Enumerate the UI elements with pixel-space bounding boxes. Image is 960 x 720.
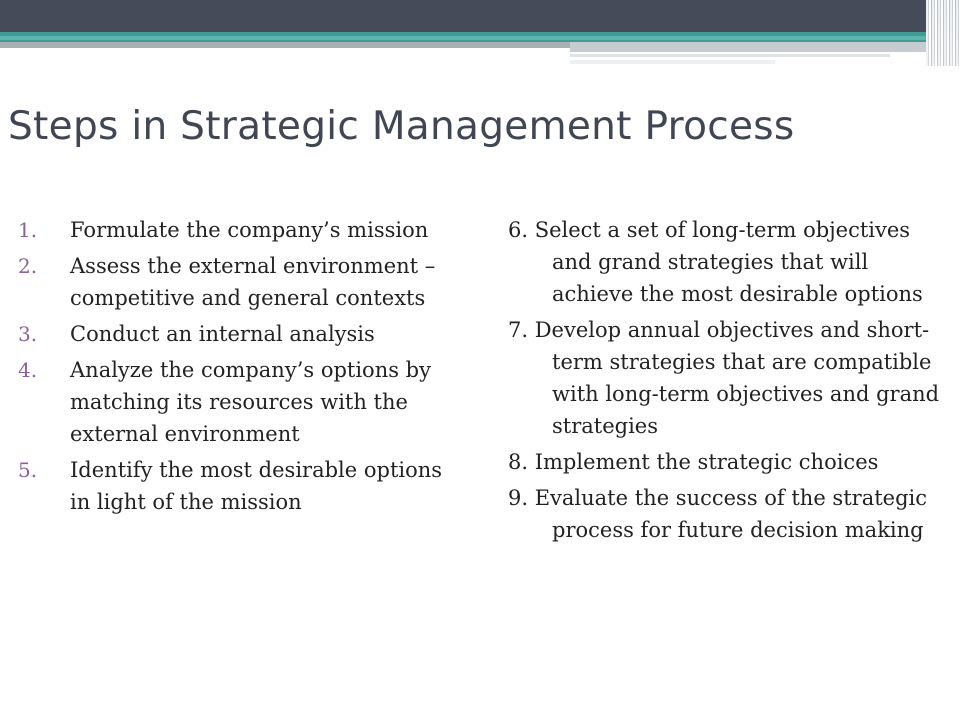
list-item: 6. Select a set of long-term objectives and grand strategies that will achieve the most desirable options — [508, 218, 923, 306]
list-item — [18, 454, 458, 518]
banner-dark-bar — [0, 0, 960, 32]
list-item — [18, 354, 458, 450]
list-item — [18, 250, 458, 314]
list-item: 7. Develop annual objectives and short-term strategies that are compatible with long-term objectives and grand strategies — [508, 318, 940, 438]
list-number: 4. — [18, 358, 38, 382]
list-number: 5. — [18, 458, 38, 482]
list-text: Conduct an internal analysis — [70, 322, 375, 346]
slide-title: Steps in Strategic Management Process — [8, 104, 795, 149]
list-text: Assess the external environment – competitive and general contexts — [70, 254, 436, 310]
list-text: Identify the most desirable options in light of the mission — [70, 458, 443, 514]
list-number: 2. — [18, 254, 38, 278]
right-steps-list — [508, 214, 940, 550]
list-number: 1. — [18, 218, 38, 242]
list-item: 8. Implement the strategic choices — [508, 450, 879, 474]
left-steps-list — [18, 214, 458, 522]
list-item — [18, 318, 458, 350]
banner-gray-strip — [570, 60, 775, 64]
banner-gray-strip — [570, 42, 960, 52]
list-item — [18, 214, 458, 246]
banner-decorative-fade — [926, 0, 960, 66]
list-number: 3. — [18, 322, 38, 346]
banner-gray-strip — [0, 42, 570, 48]
list-item: 9. Evaluate the success of the strategic process for future decision making — [508, 486, 927, 542]
banner-teal-highlight — [0, 36, 960, 40]
banner-gray-strip — [570, 54, 890, 57]
list-text: Formulate the company’s mission — [70, 218, 429, 242]
list-text: Analyze the company’s options by matching its resources with the external environment — [70, 358, 431, 446]
